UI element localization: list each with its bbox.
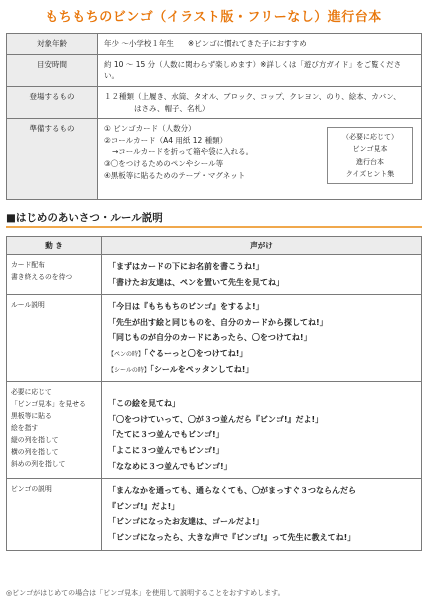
- target-age: 年少 〜小学校１年生: [104, 39, 174, 48]
- action-text: 書き終えるのを待つ: [11, 272, 73, 281]
- table-row: [7, 255, 422, 295]
- voice-line-pen: [108, 346, 415, 362]
- table-header-row: [7, 237, 422, 255]
- prep-item: ③〇をつけるためのペンやシール等: [104, 159, 224, 168]
- voice-line-seal: [108, 362, 415, 378]
- action-cell: [7, 255, 102, 295]
- info-row-time: [7, 54, 422, 86]
- prep-item: →コールカードを折って箱や袋に入れる。: [112, 147, 254, 157]
- voice-line: 「ビンゴになったお友達は、ゴールだよ!」: [108, 517, 264, 527]
- info-row-target: [7, 34, 422, 55]
- voice-line: 「たてに３つ並んでもビンゴ!」: [108, 430, 224, 440]
- voice-line: 「よこに３つ並んでもビンゴ!」: [108, 445, 224, 455]
- info-label: 登場するもの: [7, 86, 98, 118]
- action-text: 黒板等に貼る: [11, 411, 52, 420]
- info-row-items: [7, 86, 422, 118]
- info-label: 対象年齢: [7, 34, 98, 55]
- action-text: 必要に応じて: [11, 388, 52, 397]
- footnote: ◎ビンゴがはじめての場合は「ビンゴ見本」を使用して説明することをおすすめします。: [6, 589, 285, 597]
- info-row-prep: [7, 119, 422, 200]
- prep-item: ① ビンゴカード（人数分）: [104, 124, 196, 134]
- optional-item: 進行台本: [356, 157, 384, 166]
- target-note: ※ビンゴに慣れてきた子におすすめ: [187, 39, 307, 48]
- table-row: [7, 295, 422, 382]
- voice-cell: [102, 255, 422, 295]
- table-row: [7, 479, 422, 550]
- seal-voice: 「シールをペッタンしてね!」: [149, 364, 254, 374]
- action-text: 絵を指す: [11, 423, 39, 432]
- pen-tag: 【ペンの時】: [108, 350, 145, 358]
- prep-item: ②コールカード（A4 用紙 12 種類）: [104, 135, 228, 145]
- voice-line: 「今日は『もちもちのビンゴ』をするよ!」: [108, 302, 264, 312]
- voice-line: 「ビンゴになったら、大きな声で『ビンゴ!』って先生に教えてね!」: [108, 532, 356, 542]
- action-text: 斜めの列を指して: [11, 459, 66, 468]
- optional-item: ビンゴ見本: [352, 145, 388, 154]
- voice-cell: [102, 479, 422, 550]
- action-cell: [7, 295, 102, 382]
- optional-items-box: [327, 127, 413, 184]
- voice-line: 「まんなかを通っても、通らなくても、〇がまっすぐ３つならんだら: [108, 486, 356, 496]
- items-line: １２種類（上履き、水筒、タオル、ブロック、コップ、クレヨン、のり、絵本、カバン、: [104, 91, 401, 101]
- prep-item: ④黒板等に貼るためのテープ・マグネット: [104, 170, 246, 180]
- action-text: 横の列を指して: [11, 447, 59, 456]
- action-cell: [7, 382, 102, 479]
- voice-line: 「〇をつけていって、〇が３つ並んだら『ビンゴ!』だよ!」: [108, 414, 324, 424]
- page-title: もちもちのビンゴ（イラスト版・フリーなし）進行台本: [45, 10, 382, 25]
- voice-line: 「この絵を見てね」: [108, 399, 180, 409]
- action-cell: [7, 479, 102, 550]
- voice-line: 「ななめに３つ並んでもビンゴ!」: [108, 461, 232, 471]
- voice-line: 「先生が出す絵と同じものを、自分のカードから探してね!」: [108, 317, 328, 327]
- info-table: [6, 33, 422, 200]
- action-text: 縦の列を指して: [11, 435, 59, 444]
- info-value: [98, 34, 422, 55]
- voice-line: 「同じものが自分のカードにあったら、〇をつけてね!」: [108, 333, 312, 343]
- section-title: ■はじめのあいさつ・ルール説明: [6, 212, 163, 224]
- section-divider: [6, 226, 422, 228]
- table-row: [7, 382, 422, 479]
- info-value: [98, 119, 422, 200]
- info-label: 目安時間: [7, 54, 98, 86]
- column-header-voice: 声がけ: [102, 237, 422, 255]
- info-label: 準備するもの: [7, 119, 98, 200]
- column-header-action: 動 き: [7, 237, 102, 255]
- voice-line: 『ビンゴ!』だよ!」: [108, 501, 180, 511]
- voice-line: 「まずはカードの下にお名前を書こうね!」: [108, 262, 264, 271]
- action-text: 「ビンゴ見本」を見せる: [11, 400, 86, 409]
- action-text: ルール説明: [11, 301, 45, 310]
- action-text: カード配布: [11, 261, 45, 269]
- items-line: はさみ、帽子、名札）: [134, 103, 210, 113]
- voice-cell: [102, 295, 422, 382]
- seal-tag: 【シールの時】: [108, 366, 150, 374]
- voice-cell: [102, 382, 422, 479]
- optional-item: クイズヒント集: [345, 169, 395, 178]
- voice-line: 「書けたお友達は、ペンを置いて先生を見てね」: [108, 277, 284, 287]
- optional-item: （必要に応じて）: [342, 133, 398, 142]
- action-text: ビンゴの説明: [11, 485, 52, 494]
- info-value: 約 10 〜 15 分（人数に関わらず楽しめます）※詳しくは「遊び方ガイド」をご覧ください。: [98, 54, 422, 86]
- pen-voice: 「ぐるーっと〇をつけてね!」: [144, 348, 248, 358]
- script-table: [6, 236, 422, 551]
- info-value: [98, 86, 422, 118]
